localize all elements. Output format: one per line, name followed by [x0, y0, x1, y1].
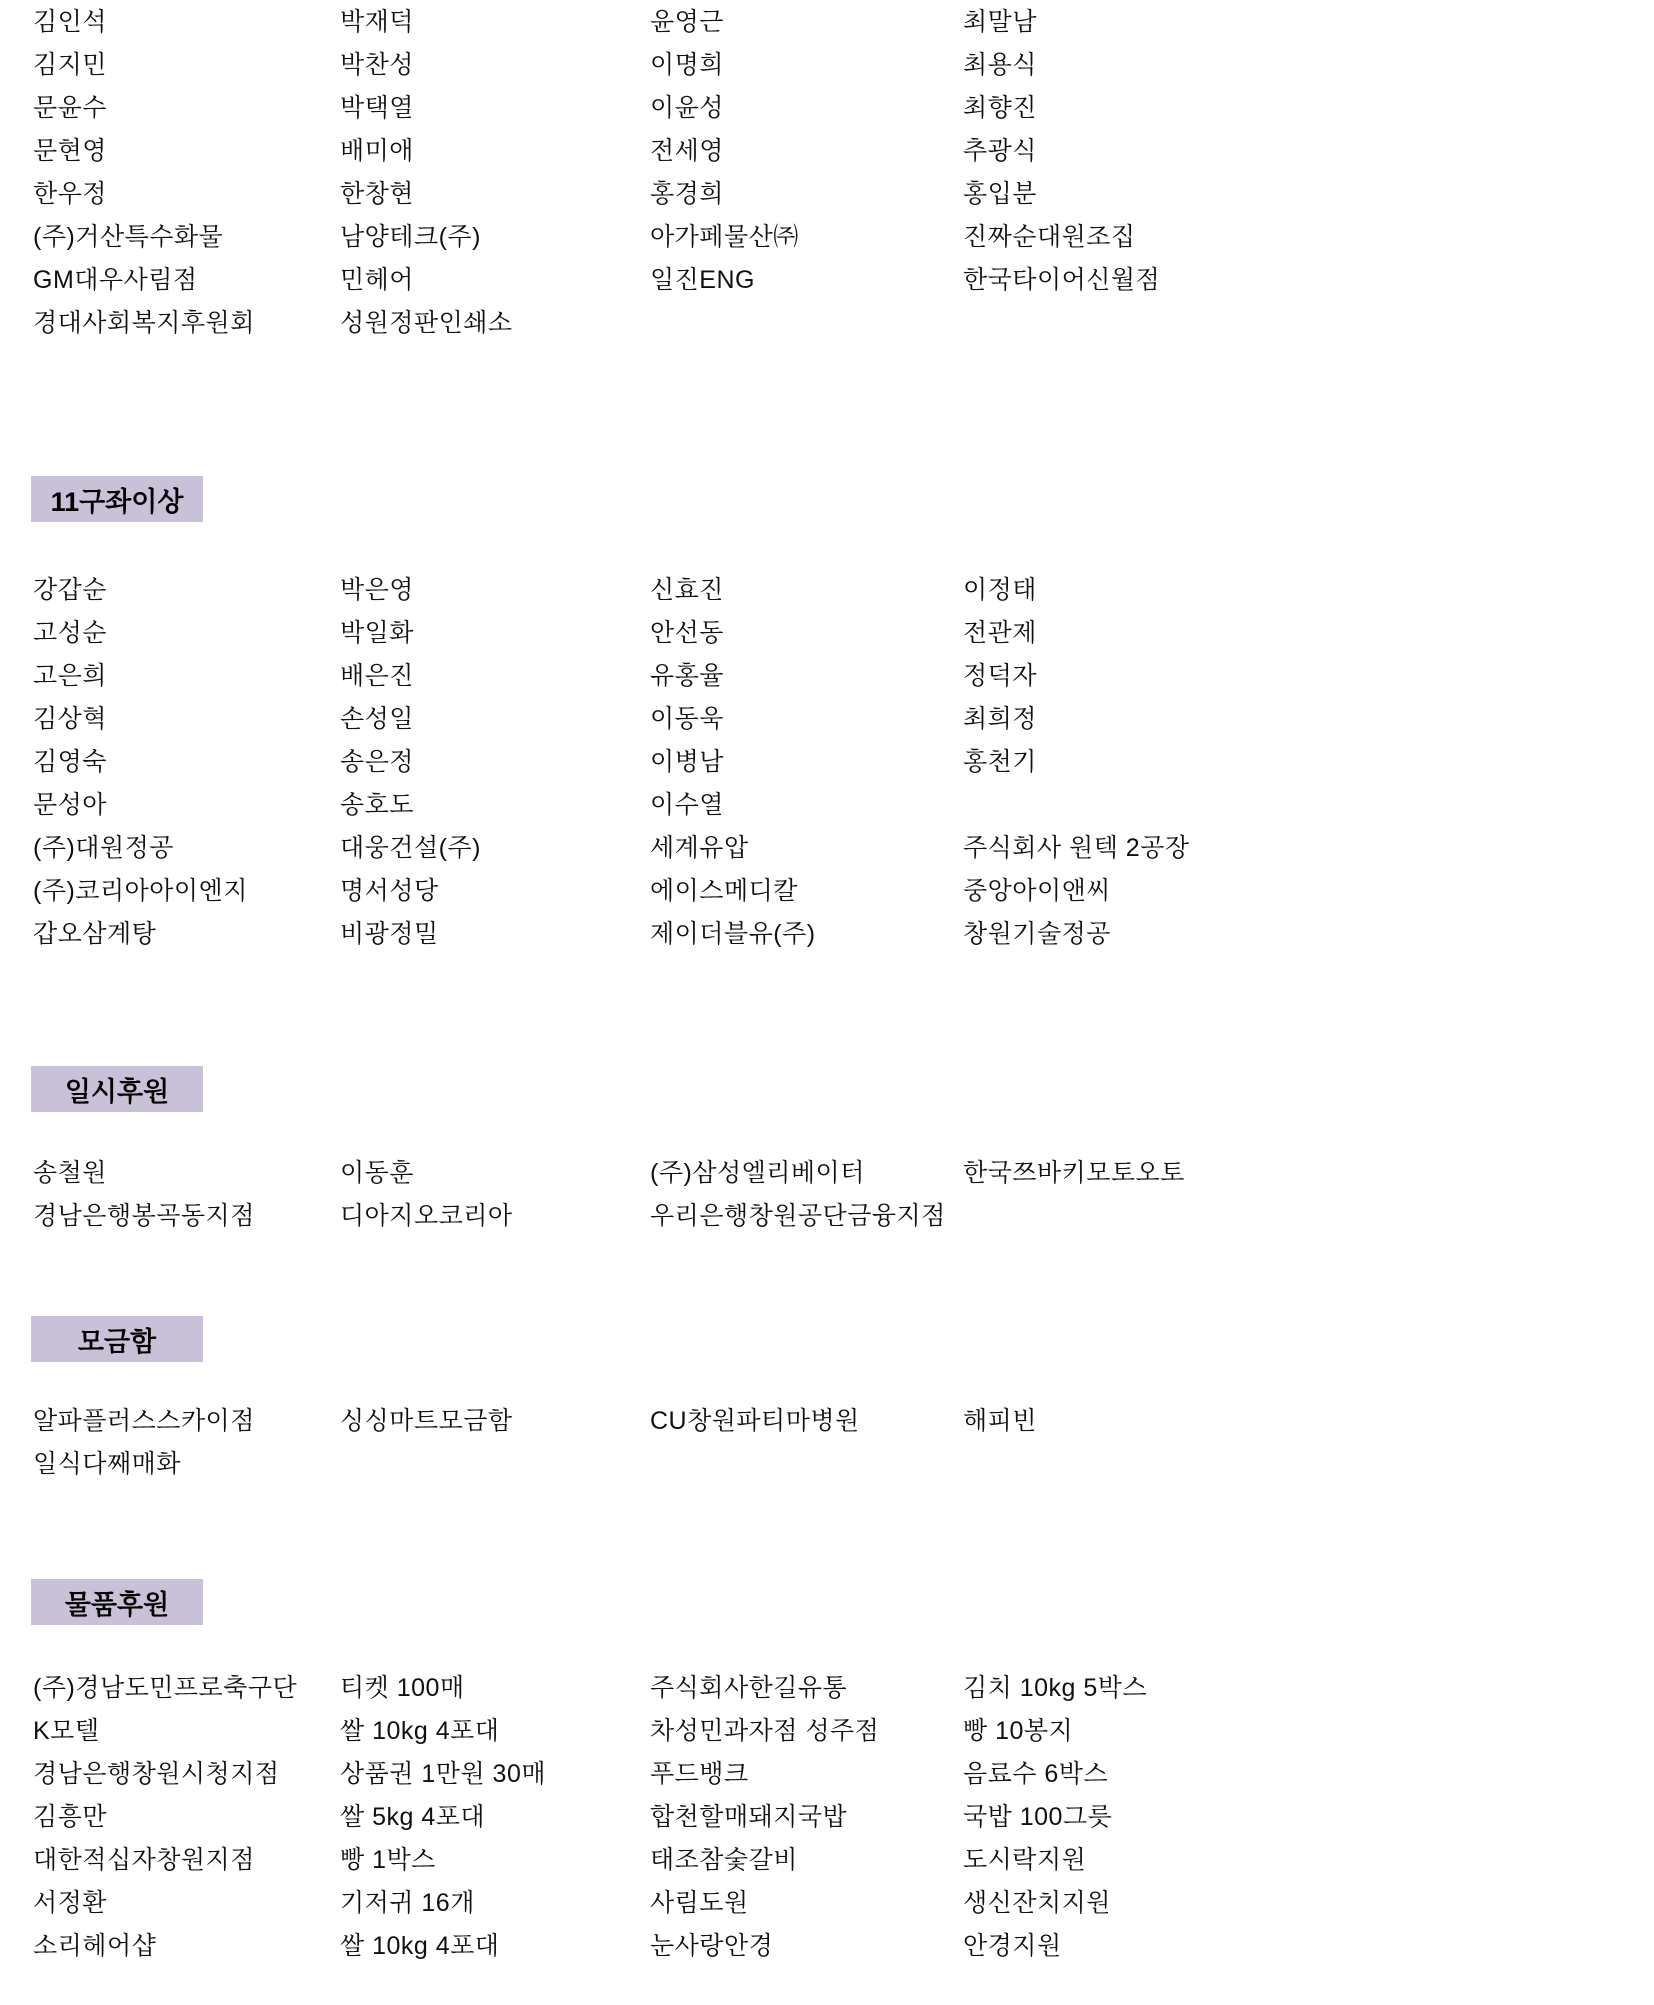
donor-cell: 송은정: [340, 748, 414, 776]
donor-cell: 빵 1박스: [340, 1846, 436, 1874]
donor-cell: 김인석: [33, 8, 107, 36]
donor-cell: 최향진: [963, 94, 1037, 122]
donor-cell: 알파플러스스카이점: [33, 1407, 255, 1435]
donor-row: [33, 216, 1654, 259]
donor-cell: 김상혁: [33, 705, 107, 733]
donor-rows: [0, 1400, 1654, 1486]
donor-row: [33, 1882, 1654, 1925]
donor-row: [33, 655, 1654, 698]
donor-cell: (주)거산특수화물: [33, 223, 224, 251]
section-header: [31, 476, 203, 522]
donor-cell: 고성순: [33, 619, 107, 647]
section-donor-list-continued: [0, 1, 1654, 345]
section-donation-box: [0, 1316, 1654, 1486]
section-eleven-accounts-or-more: [0, 476, 1654, 956]
donor-cell: 서정환: [33, 1889, 107, 1917]
donor-cell: 에이스메디칼: [650, 877, 798, 905]
donor-row: [33, 741, 1654, 784]
donor-cell: 차성민과자점 성주점: [650, 1717, 880, 1745]
donor-cell: 이병남: [650, 748, 724, 776]
donor-cell: (주)코리아아이엔지: [33, 877, 248, 905]
section-header: [31, 1066, 203, 1112]
donor-cell: 우리은행창원공단금융지점: [650, 1202, 946, 1230]
donor-cell: 이윤성: [650, 94, 724, 122]
donor-cell: 문윤수: [33, 94, 107, 122]
donor-cell: 합천할매돼지국밥: [650, 1803, 848, 1831]
donor-cell: 배은진: [340, 662, 414, 690]
donor-row: [33, 1, 1654, 44]
donor-row: [33, 1710, 1654, 1753]
donor-row: [33, 173, 1654, 216]
donor-cell: (주)경남도민프로축구단: [33, 1674, 298, 1702]
donor-row: [33, 870, 1654, 913]
donor-cell: 최용식: [963, 51, 1037, 79]
donor-cell: [963, 1195, 1654, 1238]
donor-cell: (주)대원정공: [33, 834, 174, 862]
donor-cell: 한창현: [340, 180, 414, 208]
donor-cell: 이정태: [963, 576, 1037, 604]
donor-cell: [650, 1443, 963, 1486]
donor-rows: [0, 569, 1654, 956]
donor-rows: [0, 1667, 1654, 1968]
section-one-time-support: [0, 1066, 1654, 1238]
donor-cell: 해피빈: [963, 1407, 1037, 1435]
donor-cell: 이수열: [650, 791, 724, 819]
donor-cell: 쌀 10kg 4포대: [340, 1717, 500, 1745]
section-goods-support: [0, 1579, 1654, 1968]
donor-row: [33, 1925, 1654, 1968]
donor-cell: 제이더블유(주): [650, 920, 816, 948]
donor-cell: 디아지오코리아: [340, 1202, 513, 1230]
donor-cell: 유홍율: [650, 662, 724, 690]
donor-cell: (주)삼성엘리베이터: [650, 1159, 865, 1187]
section-header-label: 11구좌이상: [50, 486, 184, 517]
donor-cell: 김흥만: [33, 1803, 107, 1831]
donor-cell: 티켓 100매: [340, 1674, 465, 1702]
section-header-label: 물품후원: [64, 1589, 170, 1620]
donor-cell: 명서성당: [340, 877, 439, 905]
donor-cell: [963, 302, 1654, 345]
donor-cell: 박은영: [340, 576, 414, 604]
donor-cell: 고은희: [33, 662, 107, 690]
donor-row: [33, 698, 1654, 741]
section-header: [31, 1316, 203, 1362]
donor-cell: 윤영근: [650, 8, 724, 36]
donor-cell: 태조참숯갈비: [650, 1846, 798, 1874]
donor-rows: [0, 1152, 1654, 1238]
donor-cell: 한우정: [33, 180, 107, 208]
donor-cell: 최희정: [963, 705, 1037, 733]
donor-cell: 김지민: [33, 51, 107, 79]
donor-cell: 박일화: [340, 619, 414, 647]
donor-cell: 일식다째매화: [33, 1450, 181, 1478]
donor-cell: 기저귀 16개: [340, 1889, 475, 1917]
donor-row: [33, 1443, 1654, 1486]
donor-cell: 사림도원: [650, 1889, 749, 1917]
donor-cell: 쌀 5kg 4포대: [340, 1803, 486, 1831]
donor-cell: 박재덕: [340, 8, 414, 36]
donor-cell: 민헤어: [340, 266, 414, 294]
donor-cell: 중앙아이앤씨: [963, 877, 1111, 905]
donor-cell: 안경지원: [963, 1932, 1062, 1960]
donor-cell: 성원정판인쇄소: [340, 309, 513, 337]
donor-cell: [340, 1443, 650, 1486]
donor-cell: [963, 784, 1654, 827]
section-header: [31, 1579, 203, 1625]
donor-cell: 홍경희: [650, 180, 724, 208]
donor-row: [33, 130, 1654, 173]
donor-cell: 송호도: [340, 791, 414, 819]
donor-row: [33, 302, 1654, 345]
section-header-label: 일시후원: [64, 1076, 170, 1107]
donor-cell: [650, 302, 963, 345]
donor-row: [33, 784, 1654, 827]
donor-row: [33, 569, 1654, 612]
donor-cell: K모텔: [33, 1717, 100, 1745]
donor-cell: 비광정밀: [340, 920, 439, 948]
section-header-label: 모금함: [77, 1326, 157, 1357]
donor-cell: 국밥 100그릇: [963, 1803, 1113, 1831]
donor-cell: 이동욱: [650, 705, 724, 733]
donor-cell: 전관제: [963, 619, 1037, 647]
donor-row: [33, 1839, 1654, 1882]
donor-row: [33, 1667, 1654, 1710]
donor-cell: 홍입분: [963, 180, 1037, 208]
donor-cell: 경남은행봉곡동지점: [33, 1202, 255, 1230]
donor-rows: [0, 1, 1654, 345]
donor-cell: 홍천기: [963, 748, 1037, 776]
donor-cell: 푸드뱅크: [650, 1760, 749, 1788]
donor-row: [33, 1796, 1654, 1839]
donor-row: [33, 1195, 1654, 1238]
donor-cell: 도시락지원: [963, 1846, 1087, 1874]
donor-cell: 쌀 10kg 4포대: [340, 1932, 500, 1960]
donor-cell: 문현영: [33, 137, 107, 165]
donor-row: [33, 44, 1654, 87]
donor-cell: 진짜순대원조집: [963, 223, 1136, 251]
donor-cell: 남양테크(주): [340, 223, 481, 251]
donor-cell: 배미애: [340, 137, 414, 165]
donor-cell: 창원기술정공: [963, 920, 1111, 948]
donor-cell: 박찬성: [340, 51, 414, 79]
donor-row: [33, 1152, 1654, 1195]
donor-cell: GM대우사림점: [33, 266, 198, 294]
donor-cell: 경남은행창원시청지점: [33, 1760, 280, 1788]
donor-cell: 주식회사 원텍 2공장: [963, 834, 1190, 862]
donor-cell: 싱싱마트모금함: [340, 1407, 513, 1435]
donor-cell: 이명희: [650, 51, 724, 79]
donor-row: [33, 87, 1654, 130]
donor-cell: [963, 1443, 1654, 1486]
donor-cell: 빵 10봉지: [963, 1717, 1074, 1745]
donor-cell: 한국타이어신월점: [963, 266, 1161, 294]
donor-cell: 생신잔치지원: [963, 1889, 1111, 1917]
donor-cell: 음료수 6박스: [963, 1760, 1109, 1788]
donor-cell: 문성아: [33, 791, 107, 819]
donor-cell: 눈사랑안경: [650, 1932, 774, 1960]
donor-cell: 최말남: [963, 8, 1037, 36]
donor-cell: CU창원파티마병원: [650, 1407, 860, 1435]
donor-cell: 갑오삼계탕: [33, 920, 157, 948]
donor-cell: 김치 10kg 5박스: [963, 1674, 1148, 1702]
donor-cell: 대한적십자창원지점: [33, 1846, 255, 1874]
donor-cell: 송철원: [33, 1159, 107, 1187]
donor-cell: 손성일: [340, 705, 414, 733]
donor-cell: 상품권 1만원 30매: [340, 1760, 547, 1788]
donor-cell: 전세영: [650, 137, 724, 165]
donor-row: [33, 1753, 1654, 1796]
donor-cell: 일진ENG: [650, 266, 755, 294]
donor-cell: 이동훈: [340, 1159, 414, 1187]
donor-row: [33, 827, 1654, 870]
donor-cell: 대웅건설(주): [340, 834, 481, 862]
donor-cell: 김영숙: [33, 748, 107, 776]
donor-row: [33, 612, 1654, 655]
donor-cell: 박택열: [340, 94, 414, 122]
donor-cell: 정덕자: [963, 662, 1037, 690]
donor-cell: 강갑순: [33, 576, 107, 604]
donor-cell: 신효진: [650, 576, 724, 604]
donor-cell: 아가페물산㈜: [650, 223, 799, 251]
donor-cell: 주식회사한길유통: [650, 1674, 848, 1702]
donor-cell: 한국쯔바키모토오토: [963, 1159, 1185, 1187]
donor-cell: 안선동: [650, 619, 724, 647]
donor-cell: 경대사회복지후원회: [33, 309, 255, 337]
donor-cell: 소리헤어샵: [33, 1932, 157, 1960]
donor-cell: 세계유압: [650, 834, 749, 862]
donor-row: [33, 259, 1654, 302]
donor-row: [33, 1400, 1654, 1443]
donor-cell: 추광식: [963, 137, 1037, 165]
donor-row: [33, 913, 1654, 956]
